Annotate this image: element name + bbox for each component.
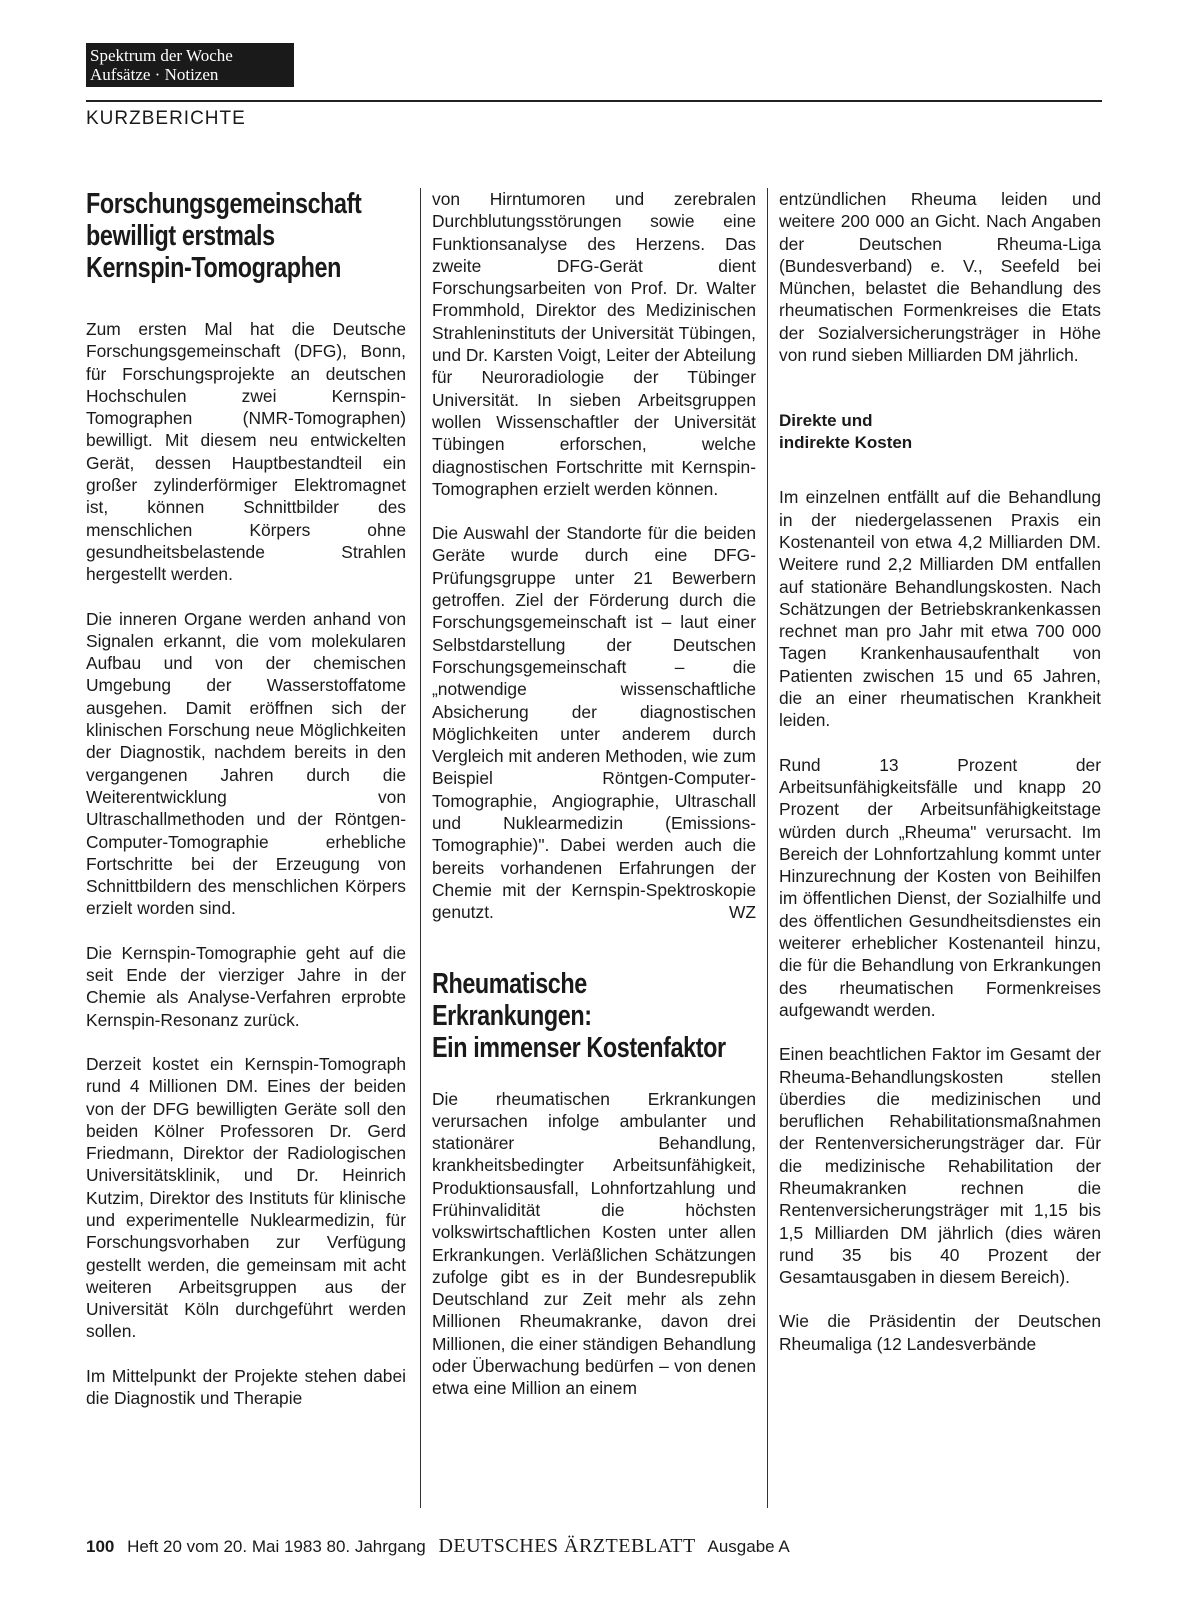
headline-line: Forschungsgemeinschaft [86, 188, 362, 220]
article-1-paragraph-text: Die Auswahl der Standorte für die beiden Geräte wurde durch eine DFG-Prüfungsgruppe unter 21 Bewerbern getroffen. Ziel der Förderung durch die Forschungsgemeinschaft ist – laut einer Selbstdarstellung der Deutschen Forschungsgemeinschaft – die „notwendige wissenschaftliche Absicherung der diagnostischen Möglichkeiten unter anderem durch Vergleich mit anderen Methoden, wie zum Beispiel Röntgen-Computer-Tomographie, Angiographie, Ultraschall und Nuklearmedizin (Emissions-Tomographie)". Dabei werden auch die bereits vorhandenen Erfahrungen der Chemie mit der Kernspin-Spektroskopie genutzt. [432, 523, 756, 923]
page-number: 100 [86, 1537, 115, 1556]
subhead-line: Direkte und [779, 411, 873, 431]
journal-name: DEUTSCHES ÄRZTEBLATT [438, 1535, 696, 1557]
article-2-paragraph: entzündlichen Rheuma leiden und weitere 200 000 an Gicht. Nach Angaben der Deutschen Rheuma-Liga (Bundesverband) e. V., Seefeld bei München, belastet die Behandlung des rheumatischen Formenkreises die Etats der Sozialversicherungsträger in Höhe von rund sieben Milliarden DM jährlich. [779, 189, 1101, 366]
article-1-paragraph: von Hirntumoren und zerebralen Durchblutungsstörungen sowie eine Funktionsanalyse des Herzens. Das zweite DFG-Gerät dient Forschungsarbeiten von Prof. Dr. Walter Frommhold, Direktor des Medizinischen Strahleninstituts der Universität Tübingen, und Dr. Karsten Voigt, Leiter der Abteilung für Neuroradiologie der Tübinger Universität. In sieben Arbeitsgruppen wollen Wissenschaftler der Universität Tübingen erforschen, welche diagnostischen Fortschritte mit Kernspin-Tomographen erzielt werden können. [432, 189, 756, 499]
page-footer [86, 1535, 790, 1558]
author-signoff: WZ [728, 902, 756, 923]
column-3 [779, 188, 1101, 1355]
article-2-headline [432, 968, 756, 1064]
column-2 [432, 188, 756, 1400]
article-1-paragraph: Im Mittelpunkt der Projekte stehen dabei die Diagnostik und Therapie [86, 1365, 406, 1409]
article-2-paragraph: Einen beachtlichen Faktor im Gesamt der Rheuma-Behandlungskosten stellen überdies die medizinischen und beruflichen Rehabilitationsmaßnahmen der Rentenversicherungsträger dar. Für die medizinische Rehabilitation der Rheumakranken rechnen die Rentenversicherungsträger mit 1,15 bis 1,5 Milliarden DM jährlich (dies wären rund 35 bis 40 Prozent der Gesamtausgaben in diesem Bereich). [779, 1044, 1101, 1288]
article-2-paragraph: Im einzelnen entfällt auf die Behandlung in der niedergelassenen Praxis ein Kostenanteil von etwa 4,2 Milliarden DM. Weitere rund 2,2 Milliarden DM entfallen auf stationäre Behandlungskosten. Nach Schätzungen der Betriebskrankenkassen rechnet man pro Jahr mit etwa 700 000 Tagen Krankenhausaufenthalt von Patienten zwischen 15 und 65 Jahren, die an einer rheumatischen Krankheit leiden. [779, 487, 1101, 731]
headline-line: Rheumatische [432, 967, 587, 1000]
masthead-line-2: Aufsätze · Notizen [90, 65, 219, 84]
article-2-paragraph: Wie die Präsidentin der Deutschen Rheumaliga (12 Landesverbände [779, 1311, 1101, 1354]
column-divider [420, 188, 421, 1508]
masthead-line-1: Spektrum der Woche [90, 46, 233, 65]
headline-line: Erkrankungen: [432, 999, 592, 1032]
column-divider [767, 188, 768, 1508]
column-1 [86, 188, 406, 1409]
article-1-paragraph: Die inneren Organe werden anhand von Signalen erkannt, die vom molekularen Aufbau und von der chemischen Umgebung der Wasserstoffatome ausgehen. Damit eröffnen sich der klinischen Forschung neue Möglichkeiten der Diagnostik, nachdem bereits in den vergangenen Jahren durch die Weiterentwicklung von Ultraschallmethoden und der Röntgen-Computer-Tomographie erhebliche Fortschritte bei der Erzeugung von Schnittbildern des menschlichen Körpers erzielt worden sind. [86, 608, 406, 919]
issue-info: Heft 20 vom 20. Mai 1983 80. Jahrgang [127, 1537, 426, 1556]
article-2-subhead [779, 410, 1101, 454]
top-rule [86, 100, 1102, 102]
article-1-paragraph: Derzeit kostet ein Kernspin-Tomograph rund 4 Millionen DM. Eines der beiden von der DFG bewilligten Geräte soll den beiden Kölner Professoren Dr. Gerd Friedmann, Direktor der Radiologischen Universitätsklinik, und Dr. Heinrich Kutzim, Direktor des Instituts für klinische und experimentelle Nuklearmedizin, für Forschungsvorhaben zur Verfügung gestellt werden, die gemeinsam mit acht weiteren Arbeitsgruppen aus der Universität Köln durchgeführt werden sollen. [86, 1053, 406, 1342]
subhead-line: indirekte Kosten [779, 433, 913, 453]
article-1-paragraph: Die Kernspin-Tomographie geht auf die seit Ende der vierziger Jahre in der Chemie als Analyse-Verfahren erprobte Kernspin-Resonanz zurück. [86, 942, 406, 1030]
article-2-paragraph: Die rheumatischen Erkrankungen verursachen infolge ambulanter und stationärer Behandlung, krankheitsbedingter Arbeitsunfähigkeit, Produktionsausfall, Lohnfortzahlung und Frühinvalidität die höchsten volkswirtschaftlichen Kosten unter allen Erkrankungen. Verläßlichen Schätzungen zufolge gibt es in der Bundesrepublik Deutschland zur Zeit mehr als zehn Millionen Rheumakranke, davon drei Millionen, die einer ständigen Behandlung oder Überwachung bedürfen – von denen etwa eine Million an einem [432, 1088, 756, 1399]
headline-line: bewilligt erstmals [86, 220, 275, 252]
headline-line: Ein immenser Kostenfaktor [432, 1031, 726, 1064]
article-1-paragraph: Zum ersten Mal hat die Deutsche Forschungsgemeinschaft (DFG), Bonn, für Forschungsprojekte an deutschen Hochschulen zwei Kernspin-Tomographen (NMR-Tomographen) bewilligt. Mit diesem neu entwickelten Gerät, dessen Hauptbestandteil ein großer zylinderförmiger Elektromagnet ist, können Schnittbilder des menschlichen Körpers ohne gesundheitsbelastende Strahlen hergestellt werden. [86, 319, 406, 585]
article-1-headline [86, 188, 406, 284]
article-1-paragraph [432, 522, 756, 923]
section-label: KURZBERICHTE [86, 108, 246, 129]
headline-line: Kernspin-Tomographen [86, 252, 341, 284]
article-2-paragraph: Rund 13 Prozent der Arbeitsunfähigkeitsfälle und knapp 20 Prozent der Arbeitsunfähigkeitstage würden durch „Rheuma" verursacht. Im Bereich der Lohnfortzahlung kommt unter Hinzurechnung der Kosten von Beihilfen im öffentlichen Dienst, der Sozialhilfe und des öffentlichen Gesundheitsdienstes ein weiterer erheblicher Kostenanteil hinzu, die für die Behandlung von Erkrankungen des rheumatischen Formenkreises aufgewandt werden. [779, 754, 1101, 1020]
edition: Ausgabe A [707, 1537, 790, 1556]
masthead [86, 43, 294, 87]
